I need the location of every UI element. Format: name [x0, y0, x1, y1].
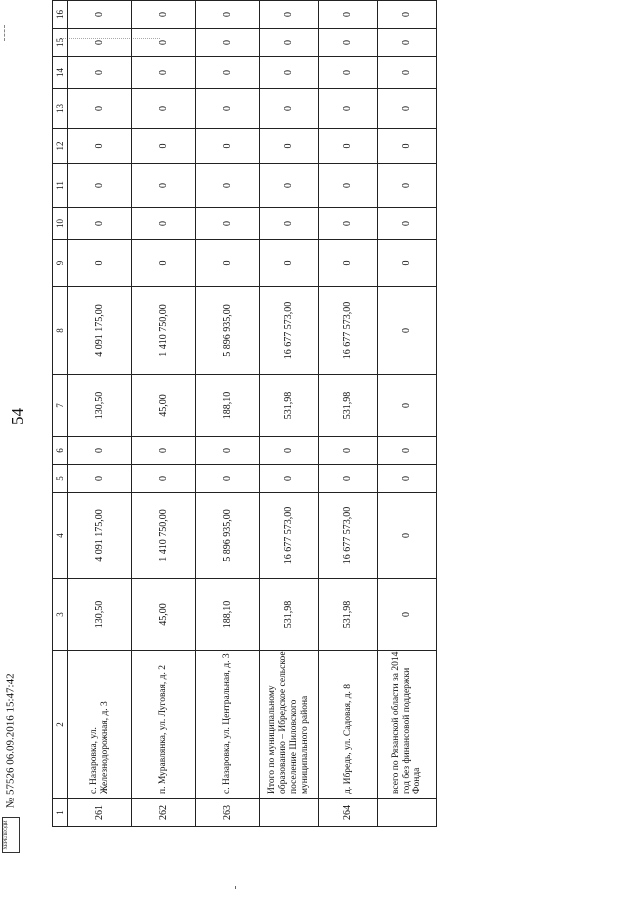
value-cell: 0: [378, 287, 437, 375]
value-cell: 0: [378, 208, 437, 240]
column-header: 7: [53, 375, 68, 437]
column-header: 15: [53, 29, 68, 57]
value-cell: 0: [196, 240, 260, 287]
scan-mark: [235, 886, 236, 889]
value-cell: 0: [319, 57, 378, 89]
column-header: 12: [53, 129, 68, 164]
registration-stamp: [2, 673, 20, 853]
row-number: 262: [132, 799, 196, 827]
address-cell: д. Ибредь, ул. Садовая, д. 8: [319, 651, 378, 799]
value-cell: 1 410 750,00: [132, 287, 196, 375]
value-cell: 0: [378, 437, 437, 465]
value-cell: 0: [378, 579, 437, 651]
value-cell: 0: [68, 240, 132, 287]
column-header: 3: [53, 579, 68, 651]
address-cell: п. Муравлянка, ул. Луговая, д. 2: [132, 651, 196, 799]
value-cell: 0: [260, 240, 319, 287]
value-cell: 0: [132, 208, 196, 240]
value-cell: 45,00: [132, 375, 196, 437]
value-cell: 0: [319, 29, 378, 57]
address-cell: Итого по муниципальному образованию – Ибредское сельское поселение Шиловского муниципального района: [260, 651, 319, 799]
column-header: 5: [53, 465, 68, 493]
row-number: [378, 799, 437, 827]
value-cell: 0: [319, 208, 378, 240]
table-row: [260, 1, 319, 827]
registry-logo: ХЕРЕЛЕОДИ: [2, 817, 20, 853]
value-cell: 0: [68, 208, 132, 240]
value-cell: 0: [378, 29, 437, 57]
value-cell: 0: [68, 437, 132, 465]
value-cell: 0: [260, 437, 319, 465]
value-cell: 0: [68, 89, 132, 129]
value-cell: 0: [196, 465, 260, 493]
value-cell: 0: [260, 1, 319, 29]
value-cell: 5 896 935,00: [196, 493, 260, 579]
table-row: [132, 1, 196, 827]
column-header: 10: [53, 208, 68, 240]
column-header: 9: [53, 240, 68, 287]
value-cell: 0: [132, 437, 196, 465]
column-header: 14: [53, 57, 68, 89]
value-cell: 0: [196, 208, 260, 240]
value-cell: 0: [132, 164, 196, 208]
value-cell: 531,98: [260, 375, 319, 437]
value-cell: 0: [68, 465, 132, 493]
value-cell: 0: [260, 129, 319, 164]
value-cell: 0: [132, 240, 196, 287]
value-cell: 0: [196, 57, 260, 89]
value-cell: 0: [260, 465, 319, 493]
value-cell: 0: [68, 164, 132, 208]
scan-mark: [4, 25, 5, 41]
value-cell: 0: [260, 164, 319, 208]
value-cell: 0: [260, 57, 319, 89]
value-cell: 0: [132, 465, 196, 493]
row-number: 261: [68, 799, 132, 827]
row-number: [260, 799, 319, 827]
table-row: [68, 1, 132, 827]
value-cell: 0: [378, 57, 437, 89]
table-row: [196, 1, 260, 827]
page-number: 54: [8, 408, 27, 425]
column-header: 8: [53, 287, 68, 375]
value-cell: 45,00: [132, 579, 196, 651]
address-cell: с. Назаровка, ул. Железнодорожная, д. 3: [68, 651, 132, 799]
value-cell: 0: [378, 465, 437, 493]
value-cell: 0: [132, 1, 196, 29]
column-header: 6: [53, 437, 68, 465]
value-cell: 16 677 573,00: [319, 493, 378, 579]
value-cell: 188,10: [196, 375, 260, 437]
value-cell: 0: [68, 129, 132, 164]
value-cell: 0: [378, 89, 437, 129]
value-cell: 0: [68, 1, 132, 29]
value-cell: 1 410 750,00: [132, 493, 196, 579]
column-header: 11: [53, 164, 68, 208]
row-number: 263: [196, 799, 260, 827]
value-cell: 4 091 175,00: [68, 493, 132, 579]
value-cell: 0: [260, 29, 319, 57]
value-cell: 0: [196, 1, 260, 29]
row-number: 264: [319, 799, 378, 827]
value-cell: 0: [196, 164, 260, 208]
value-cell: 0: [132, 29, 196, 57]
value-cell: 0: [378, 1, 437, 29]
table-header-row: [53, 1, 68, 827]
value-cell: 16 677 573,00: [260, 287, 319, 375]
value-cell: 0: [319, 129, 378, 164]
value-cell: 0: [132, 57, 196, 89]
data-table: [52, 0, 437, 827]
column-header: 2: [53, 651, 68, 799]
value-cell: 531,98: [260, 579, 319, 651]
table-row: [319, 1, 378, 827]
value-cell: 0: [378, 164, 437, 208]
value-cell: 0: [196, 129, 260, 164]
column-header: 4: [53, 493, 68, 579]
value-cell: 0: [378, 375, 437, 437]
value-cell: 0: [319, 164, 378, 208]
column-header: 16: [53, 1, 68, 29]
registration-number: № 57526 06.09.2016 15:47:42: [4, 673, 17, 809]
value-cell: 130,50: [68, 579, 132, 651]
table-row: [378, 1, 437, 827]
value-cell: 0: [378, 129, 437, 164]
value-cell: 0: [319, 437, 378, 465]
value-cell: 0: [260, 208, 319, 240]
value-cell: 0: [319, 465, 378, 493]
value-cell: 0: [132, 129, 196, 164]
value-cell: 0: [68, 57, 132, 89]
value-cell: 5 896 935,00: [196, 287, 260, 375]
value-cell: 0: [260, 89, 319, 129]
value-cell: 531,98: [319, 375, 378, 437]
value-cell: 0: [319, 89, 378, 129]
column-header: 1: [53, 799, 68, 827]
value-cell: 0: [132, 89, 196, 129]
address-cell: с. Назаровка, ул. Центральная, д. 3: [196, 651, 260, 799]
value-cell: 4 091 175,00: [68, 287, 132, 375]
table-body: [53, 1, 437, 827]
value-cell: 0: [196, 89, 260, 129]
value-cell: 0: [196, 29, 260, 57]
value-cell: 0: [378, 240, 437, 287]
value-cell: 16 677 573,00: [319, 287, 378, 375]
column-header: 13: [53, 89, 68, 129]
value-cell: 0: [68, 29, 132, 57]
value-cell: 130,50: [68, 375, 132, 437]
value-cell: 0: [196, 437, 260, 465]
value-cell: 0: [319, 240, 378, 287]
value-cell: 0: [319, 1, 378, 29]
value-cell: 188,10: [196, 579, 260, 651]
address-cell: всего по Рязанской области за 2014 год без финансовой поддержки Фонда: [378, 651, 437, 799]
value-cell: 531,98: [319, 579, 378, 651]
value-cell: 16 677 573,00: [260, 493, 319, 579]
value-cell: 0: [378, 493, 437, 579]
